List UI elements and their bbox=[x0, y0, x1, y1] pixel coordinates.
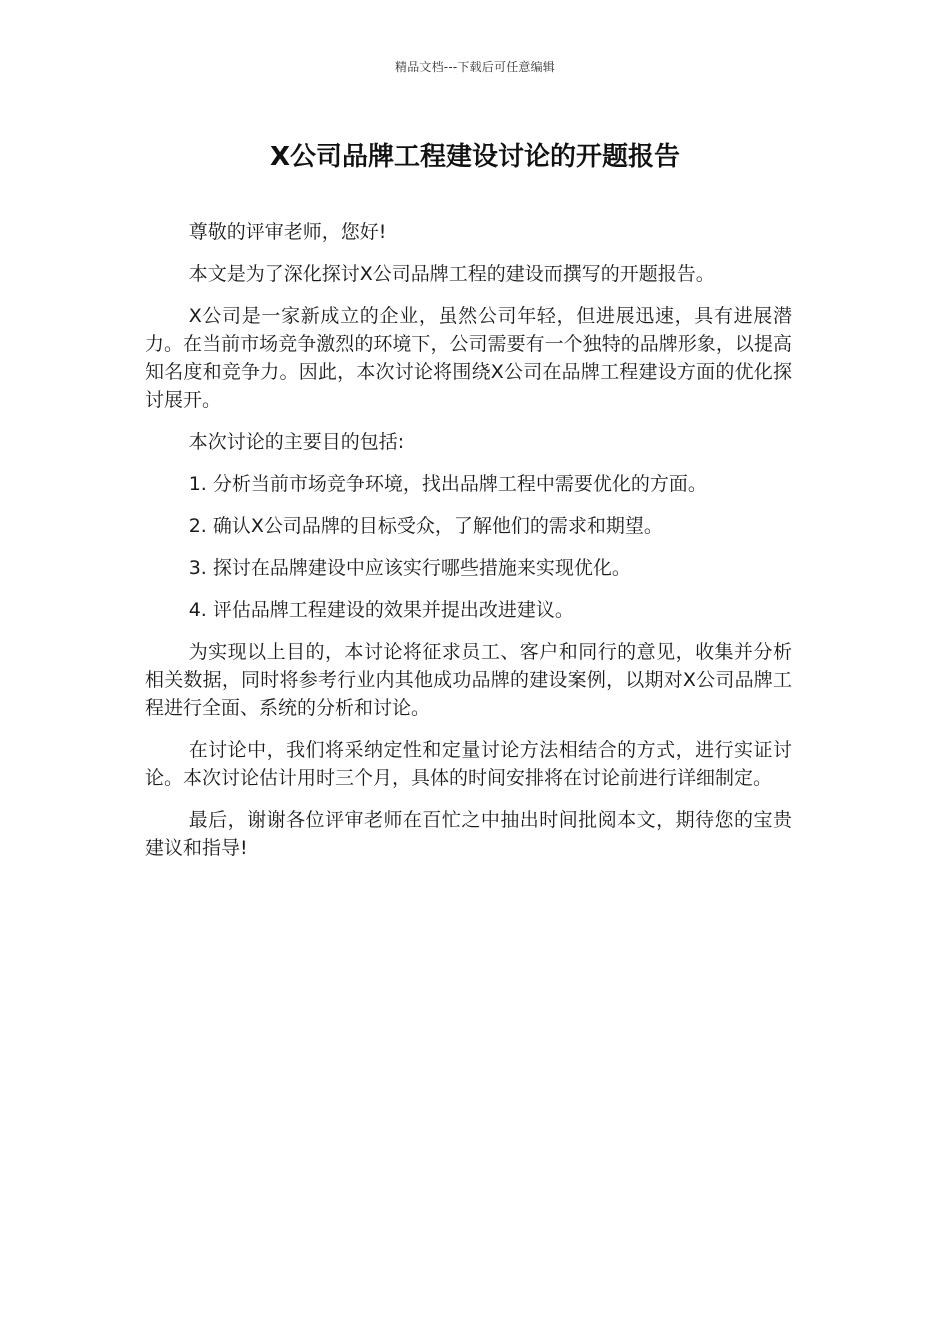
paragraph-background: X公司是一家新成立的企业，虽然公司年轻，但进展迅速，具有进展潜力。在当前市场竞争激烈的环境下，公司需要有一个独特的品牌形象，以提高知名度和竞争力。因此，本次讨论将围绕X公司在品牌工程建设方面的优化探讨展开。 bbox=[145, 305, 792, 411]
document-body bbox=[145, 218, 792, 876]
paragraph-greeting: 尊敬的评审老师，您好! bbox=[188, 221, 387, 243]
paragraph-closing: 最后，谢谢各位评审老师在百忙之中抽出时间批阅本文，期待您的宝贵建议和指导! bbox=[145, 809, 792, 859]
paragraph-method: 在讨论中，我们将采纳定性和定量讨论方法相结合的方式，进行实证讨论。本次讨论估计用时三个月，具体的时间安排将在讨论前进行详细制定。 bbox=[145, 739, 792, 789]
list-item-goal-3: 3. 探讨在品牌建设中应该实行哪些措施来实现优化。 bbox=[188, 557, 631, 579]
paragraph-goals-intro: 本次讨论的主要目的包括: bbox=[188, 431, 405, 453]
list-item-goal-2: 2. 确认X公司品牌的目标受众，了解他们的需求和期望。 bbox=[188, 515, 663, 537]
page-header-note: 精品文档---下载后可任意编辑 bbox=[395, 60, 555, 74]
paragraph-approach: 为实现以上目的，本讨论将征求员工、客户和同行的意见，收集并分析相关数据，同时将参考行业内其他成功品牌的建设案例，以期对X公司品牌工程进行全面、系统的分析和讨论。 bbox=[145, 641, 792, 719]
document-title: X公司品牌工程建设讨论的开题报告 bbox=[269, 142, 681, 172]
paragraph-purpose: 本文是为了深化探讨X公司品牌工程的建设而撰写的开题报告。 bbox=[188, 263, 715, 285]
list-item-goal-1: 1. 分析当前市场竞争环境，找出品牌工程中需要优化的方面。 bbox=[188, 473, 707, 495]
list-item-goal-4: 4. 评估品牌工程建设的效果并提出改进建议。 bbox=[188, 599, 574, 621]
